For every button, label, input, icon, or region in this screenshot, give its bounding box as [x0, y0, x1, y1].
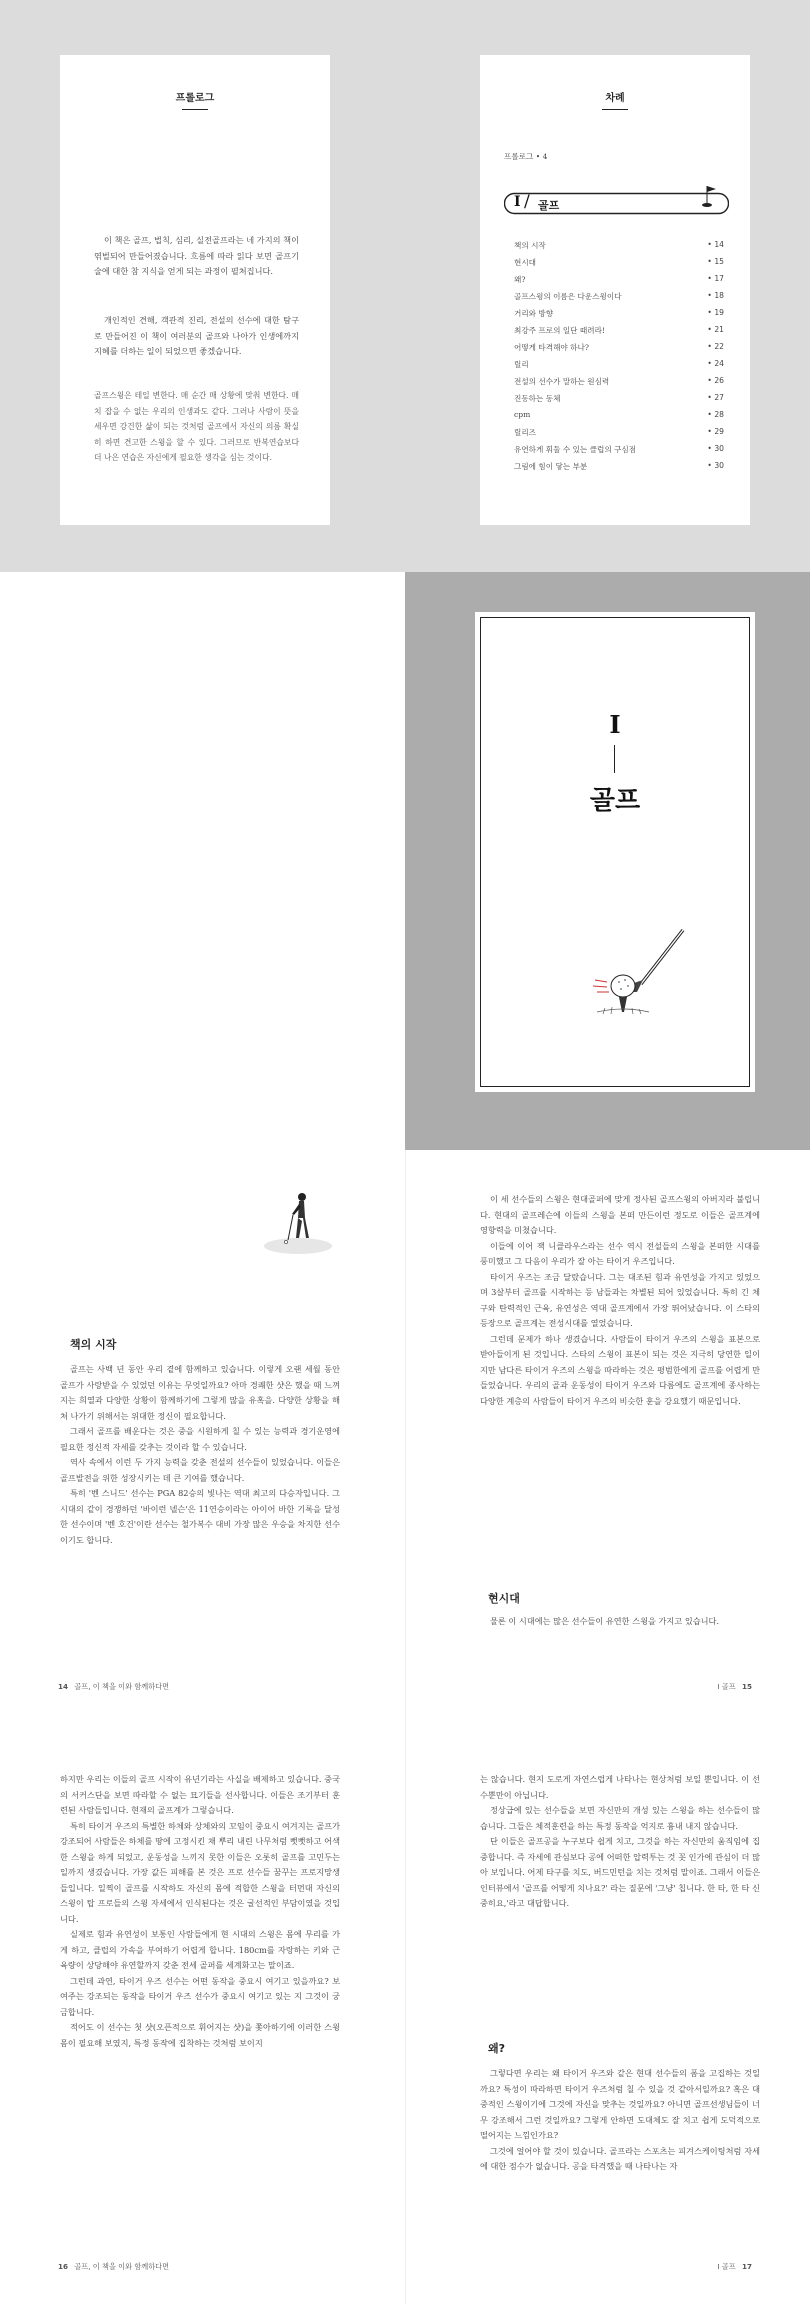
toc-page — [480, 55, 750, 525]
chapter-slash: / — [524, 192, 530, 212]
page-number: 16 — [58, 2262, 69, 2271]
body-paragraph: 단 이들은 골프공을 누구보다 쉽게 치고, 그것을 하는 자신만의 움직임에 집중합니다. 즉 자세에 관심보다 공에 어떠한 압력투는 것 꼿 인가에 관심이 더 많아 보입니다. 어제 타구를 치도, 버드민턴을 치는 것처럼 말이죠. 그래서 이들은 인터뷰에서 '골프를 어떻게 치나요?' 라는 질문에 '그냥' 칩니다. 한 타, 한 타 신중히요,'라고 대답합니다. — [480, 1836, 760, 1908]
body-paragraph: 정상급에 있는 선수들을 보면 자신만의 개성 있는 스윙을 하는 선수들이 많습니다. 그들은 체적훈련을 하는 특정 동작을 억지로 흉내 내지 않습니다. — [480, 1805, 760, 1831]
toc-item[interactable]: 책의 시작 • 14 — [514, 240, 724, 250]
left-folio — [58, 2262, 169, 2272]
toc-prologue-label: 프롤로그 — [504, 152, 534, 161]
toc-item[interactable]: 전설의 선수가 말하는 원심력 • 26 — [514, 376, 724, 386]
gutter-line — [405, 1150, 406, 1730]
prologue-page — [60, 55, 330, 525]
part-title-text: 골프 — [589, 786, 641, 816]
left-folio — [58, 1682, 169, 1692]
running-title: I 골프 — [717, 2262, 736, 2271]
body-paragraph: 특히 타이거 우즈의 특별한 하체와 상체와의 꼬임이 중요시 여겨지는 골프가 강조되어 사람들은 하체를 땅에 고정시킨 채 뿌리 내린 나무처럼 뻣뻣하고 어색한 스윙을 하게 되었고, 운동성을 느끼지 못한 이들은 오롯히 골프를 고민두는 일까지 생겼습니다. 가장 값든 피해를 본 것은 프로 선수들 꿈꾸는 프로지망생들입니다. 일찍이 골프를 시작하도 자신의 몸에 적합한 스윙을 터먼대 자신의 스윙이 탑 프로들의 스윙 자세에서 인식된다는 것은 굴선적인 부담이였을 것입니다. — [60, 1820, 340, 1924]
spread2-left-body — [60, 1772, 340, 2242]
body-paragraph: 물론 이 시대에는 많은 선수들이 유연한 스윙을 가지고 있습니다. — [490, 1616, 720, 1626]
body-paragraph: 적어도 이 선수는 첫 샷(오픈적으로 휘어지는 샷)을 쫓아하기에 이러한 스윙 몸이 필요해 보였지, 특정 동작에 집착하는 것처럼 보이지 — [60, 2022, 340, 2048]
toc-item[interactable]: 어떻게 타격해야 하나? • 22 — [514, 342, 724, 352]
toc-chapter-banner — [504, 183, 729, 221]
toc-title: 차례 — [480, 89, 750, 104]
spread1-left-body — [60, 1362, 340, 1548]
page-number: 14 — [58, 1682, 69, 1691]
body-paragraph: 이 세 선수들의 스윙은 현대골퍼에 맞게 정사된 골프스윙의 아버지라 불립니다. 현대의 골프레슨에 이들의 스윙을 본떠 만든이런 정도로 이들은 골프계에 영향력을 미쳤습니다. — [480, 1194, 760, 1235]
body-paragraph: 하지만 우리는 이들의 골프 시작이 유년기라는 사실을 배제하고 있습니다. 중국의 서커스단을 보면 따라할 수 없는 묘기들을 선사합니다. 이들은 조기부터 훈련된 사람들입니다. 현재의 골프계가 그렇습니다. — [60, 1774, 340, 1815]
prologue-title: 프롤로그 — [60, 89, 330, 104]
golf-ball-tee-illustration — [583, 922, 703, 1032]
toc-prologue-page: 4 — [542, 152, 548, 161]
section-heading-why: 왜? — [488, 2042, 506, 2055]
running-title: 골프, 이 책을 이와 함께하다면 — [74, 1682, 170, 1691]
body-paragraph: 그래서 골프를 배운다는 것은 중을 시원하게 칠 수 있는 능력과 경기운영에 필요한 정신적 자세를 갖추는 것이라 할 수 있습니다. — [60, 1426, 340, 1452]
toc-item[interactable]: 현시대 • 15 — [514, 257, 724, 267]
part-numeral: I — [609, 710, 621, 739]
toc-list — [514, 240, 724, 500]
body-paragraph: 이들에 이어 잭 니클라우스라는 선수 역시 전설들의 스윙을 본떠한 시대를 풍미했고 그 다음이 우리가 잘 아는 타이거 우즈입니다. — [480, 1240, 760, 1266]
body-paragraph: 그렇다면 우리는 왜 타이거 우즈와 같은 현대 선수들의 폼을 고집하는 것일까요? 특성이 따라하면 타이거 우즈처럼 칠 수 있을 것 같아서일까요? 혹은 대중적인 스윙이기에 그것에 자신을 맞추는 것일까요? 아니면 골프선생님들이 너무 강조해서 그런 것일까요? 그렇게 안하면 도대체도 잘 치고 쉽게 도덕적으로 떨어지는 느낌인가요? — [480, 2068, 760, 2140]
page-number: 15 — [741, 1682, 752, 1691]
body-paragraph: 그것에 얼어야 할 것이 있습니다. 골프라는 스포츠는 피겨스케이팅처럼 자세에 대한 점수가 없습니다. 공을 타격했을 때 나타나는 자 — [480, 2145, 760, 2171]
right-folio — [717, 2262, 752, 2272]
toc-item[interactable]: 릴리즈 • 29 — [514, 427, 724, 437]
body-paragraph: 는 않습니다. 현지 도로게 자연스럽게 나타나는 현상처럼 보일 뿐입니다. 이 선수뿐만이 아닙니다. — [480, 1774, 760, 1800]
body-paragraph: 타이거 우즈는 조금 달랐습니다. 그는 대조된 힘과 유연성을 가지고 있었으며 3살부터 골프를 시작하는 등 남들과는 차별된 되어 있었습니다. 특히 긴 체구와 탄력적인 근육, 유연성은 역대 골프계에서 가장 뛰어났습니다. 이 스타의 등장으로 골프계는 전성시대를 열었습니다. — [480, 1271, 760, 1328]
part-title-rule — [614, 745, 615, 773]
spread2-right-body — [480, 1772, 760, 1912]
running-title: I 골프 — [717, 1682, 736, 1691]
toc-prologue-entry: 프롤로그 • 4 — [504, 152, 548, 161]
spread2-right-body-2 — [480, 2066, 760, 2246]
part-title-page — [475, 612, 755, 1092]
toc-chapter-title: 골프 — [538, 199, 560, 212]
running-title: 골프, 이 책을 이와 함께하다면 — [74, 2262, 170, 2271]
toc-item[interactable]: 그림에 힘이 닿는 부분 • 30 — [514, 461, 724, 471]
body-paragraph: 그런데 과연, 타이거 우즈 선수는 어떤 동작을 중요시 여기고 있을까요? 보여주는 강조되는 동작을 타이거 우즈 선수가 중요시 여기고 있는 지 그것이 궁금합니다. — [60, 1975, 340, 2017]
toc-chapter-numeral: I — [514, 194, 521, 210]
body-paragraph: 그런데 문제가 하나 생겼습니다. 사람들이 타이거 우즈의 스윙을 표본으로 받아들이게 된 것입니다. 스타의 스윙이 표본이 되는 것은 지극히 당연한 일이지만 남다른 타이거 우즈의 스윙을 따라하는 것은 평범한에게 골프를 어렵게 만들었습니다. 우리의 골과 운동성이 타이거 우즈와 다름에도 골프계에 종사하는 다양한 계층의 사람들이 타이거 우즈의 비슷한 훈을 강요했기 때문입니다. — [480, 1333, 760, 1406]
right-folio — [717, 1682, 752, 1692]
prologue-paragraph: 이 책은 골프, 법칙, 심리, 실전골프라는 네 가지의 책이 엮벌되어 만들어졌습니다. 흐름에 따라 읽다 보면 골프기술에 대한 참 지식을 얻게 되는 과정이 펼쳐집니다. — [94, 235, 299, 276]
body-paragraph: 실제로 힘과 유연성이 보통인 사람들에게 현 시대의 스윙은 몸에 무리를 가게 하고, 클럽의 가속을 부여하기 어렵게 합니다. 180cm를 자랑하는 키와 근육량이 상당해야 유연할까지 갖춘 전세 골퍼를 세계화고는 말이죠. — [60, 1929, 340, 1970]
spread1-right-body — [480, 1192, 760, 1409]
toc-item[interactable]: cpm • 28 — [514, 410, 724, 419]
body-paragraph: 골프는 사백 년 동안 우리 곁에 함께하고 있습니다. 이렇게 오랜 세월 동안 골프가 사랑받을 수 있었던 이유는 무엇일까요? 아마 경쾌한 샷은 했을 때 느껴지는 희열과 다양한 상황이 함께하기에 그렇게 많을 유혹을. 다양한 상황을 해쳐 나가기 위해서는 위대한 정신이 필요합니다. — [60, 1364, 340, 1421]
toc-item[interactable]: 릴리 • 24 — [514, 359, 724, 369]
gutter-line — [405, 1730, 406, 2304]
section-heading-book-start: 책의 시작 — [70, 1338, 117, 1351]
toc-item[interactable]: 골프스윙의 이름은 다운스윙이다 • 18 — [514, 291, 724, 301]
toc-item[interactable]: 유연하게 휘둘 수 있는 클럽의 구심점 • 30 — [514, 444, 724, 454]
prologue-paragraph: 개인적인 견해, 객관적 진리, 전설의 선수에 대한 탐구로 만들어진 이 책이 여러분의 골프와 나아가 인생에까지 지혜를 더하는 일이 되었으면 좋겠습니다. — [94, 315, 299, 356]
prologue-paragraph: 골프스윙은 테일 변한다. 매 순간 매 상황에 맞춰 변한다. 매치 잡을 수 없는 우리의 인생과도 같다. 그러나 사람이 뜻을 세우면 강건한 삶이 되는 것처럼 골프에서 자신의 의름 확실히 하면 견고한 스윙을 할 수 있다. 그러므로 반복연습보다 더 나은 연습은 자신에게 필요한 생각을 심는 것이다. — [94, 391, 299, 462]
body-paragraph: 역사 속에서 이런 두 가지 능력을 갖춘 전설의 선수들이 있었습니다. 이들은 골프발전을 위한 성장시키는 데 큰 기여를 했습니다. — [60, 1457, 340, 1483]
golfer-putting-illustration — [258, 1188, 338, 1258]
toc-item[interactable]: 최강주 프로의 일단 때려라! • 21 — [514, 325, 724, 335]
toc-item[interactable]: 왜? • 17 — [514, 274, 724, 284]
toc-item[interactable]: 진동하는 동체 • 27 — [514, 393, 724, 403]
toc-item[interactable]: 거리와 방향 • 19 — [514, 308, 724, 318]
section-heading-present-era: 현시대 — [488, 1592, 520, 1605]
page-number: 17 — [741, 2262, 752, 2271]
body-paragraph: 특히 '벤 스니드' 선수는 PGA 82승의 빛나는 역대 최고의 다승자입니다. 그 시대의 같이 경쟁하던 '바이런 넬슨'은 11연승이라는 아이어 바한 기록을 달성한 선수이며 '벤 호건'이란 선수는 철가복수 대비 가장 많은 우승을 차지한 선수이기도 합니다. — [60, 1488, 340, 1545]
